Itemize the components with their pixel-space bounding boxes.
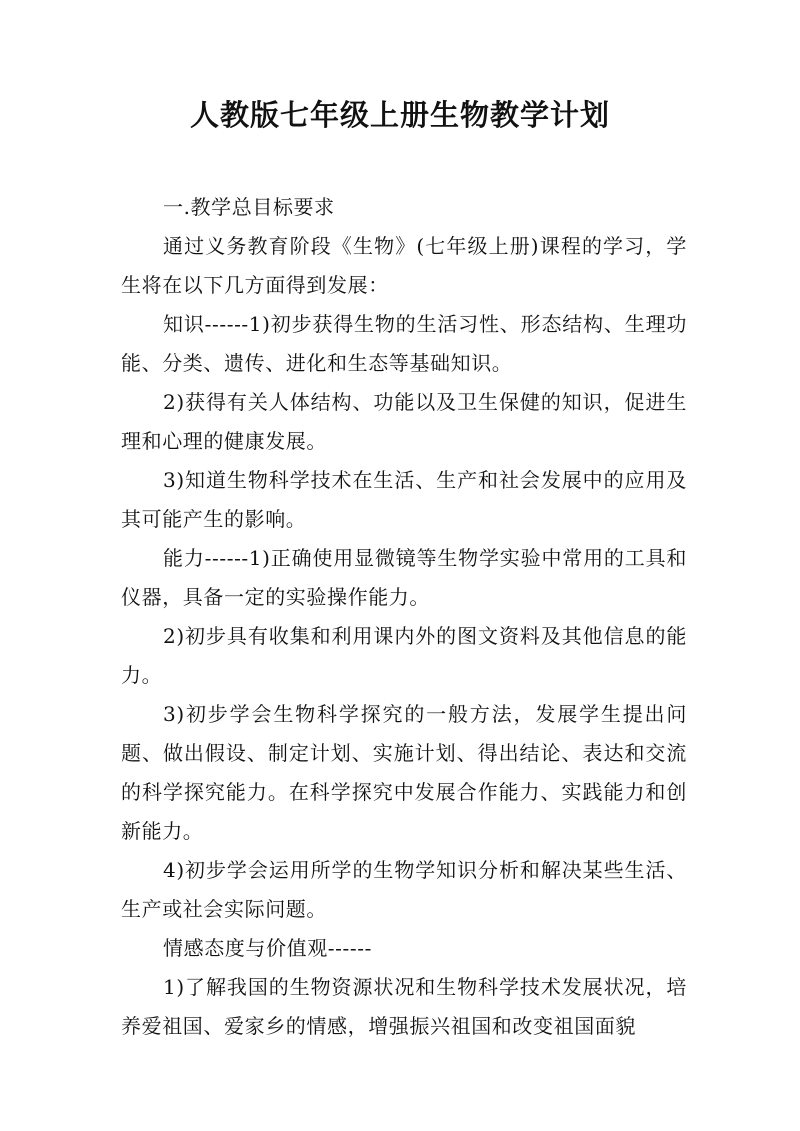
paragraph-ability-4: 4)初步学会运用所学的生物学知识分析和解决某些生活、生产或社会实际问题。	[121, 858, 687, 921]
document-body	[121, 188, 687, 1046]
paragraph-attitude-heading: 情感态度与价值观------	[163, 936, 372, 960]
paragraph-knowledge-2: 2)获得有关人体结构、功能以及卫生保健的知识，促进生理和心理的健康发展。	[121, 390, 687, 453]
paragraph-intro: 通过义务教育阶段《生物》(七年级上册)课程的学习，学生将在以下几方面得到发展：	[121, 234, 687, 297]
paragraph-knowledge-3: 3)知道生物科学技术在生活、生产和社会发展中的应用及其可能产生的影响。	[121, 468, 687, 531]
document-title: 人教版七年级上册生物教学计划	[189, 98, 610, 132]
section-heading-goals: 一.教学总目标要求	[163, 195, 335, 219]
paragraph-attitude-1: 1)了解我国的生物资源状况和生物科学技术发展状况，培养爱祖国、爱家乡的情感，增强振兴祖国和改变祖国面貌	[121, 975, 687, 1038]
paragraph-ability-2: 2)初步具有收集和利用课内外的图文资料及其他信息的能力。	[121, 624, 687, 687]
paragraph-ability-3: 3)初步学会生物科学探究的一般方法，发展学生提出问题、做出假设、制定计划、实施计划、得出结论、表达和交流的科学探究能力。在科学探究中发展合作能力、实践能力和创新能力。	[121, 702, 687, 843]
paragraph-knowledge-1: 知识------1)初步获得生物的生活习性、形态结构、生理功能、分类、遗传、进化和生态等基础知识。	[121, 312, 687, 375]
paragraph-ability-1: 能力------1)正确使用显微镜等生物学实验中常用的工具和仪器，具备一定的实验操作能力。	[121, 546, 687, 609]
